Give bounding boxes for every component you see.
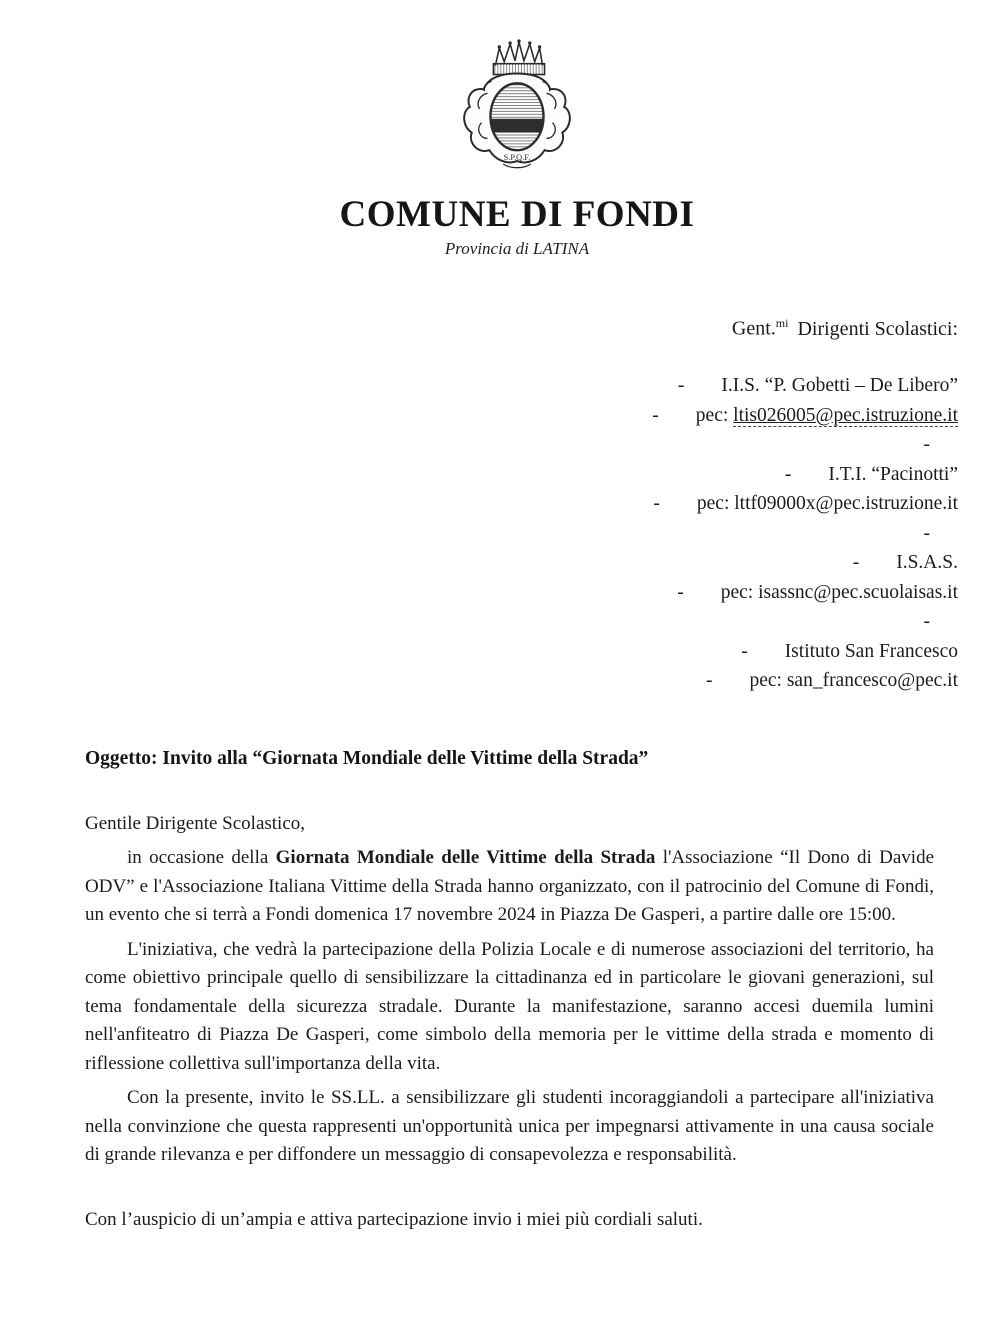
separator-dash-line xyxy=(0,430,958,460)
recipient-name xyxy=(0,548,958,578)
recipient-name-text: I.S.A.S. xyxy=(896,552,958,574)
separator-dash-line xyxy=(0,519,958,549)
pec-label: pec: xyxy=(695,404,729,426)
pec-label: pec: xyxy=(749,670,782,692)
recipient-name xyxy=(0,460,958,490)
bullet-dash: - xyxy=(741,640,748,662)
letter-body xyxy=(0,810,1000,1235)
separator-dash-line xyxy=(0,607,958,637)
recipient-pec xyxy=(0,489,958,519)
recipient-pec xyxy=(0,578,958,608)
bullet-dash: - xyxy=(677,581,684,603)
separator-dash: - xyxy=(923,611,930,633)
bullet-dash: - xyxy=(852,552,860,574)
separator-dash: - xyxy=(923,434,930,456)
greeting-line: Gentile Dirigente Scolastico, xyxy=(85,812,306,834)
paragraph-2: L'iniziativa, che vedrà la partecipazione della Polizia Locale e di numerose associazioni del territorio, ha come obiettivo principale quello di sensibilizzare la cittadinanza ed in particolare le giovani generazioni, sul tema fondamentale della sicurezza stradale. Durante la manifestazione, saranno accesi duemila lumini nell'anfiteatro di Piazza De Gasperi, come simbolo della memoria per le vittime della strada e momento di riflessione collettiva sull'importanza della vita. xyxy=(85,938,934,1074)
pec-label: pec: xyxy=(720,581,754,603)
pec-email-text: lttf09000x@pec.istruzione.it xyxy=(734,493,958,515)
page-title: COMUNE DI FONDI xyxy=(339,194,695,235)
recipient-name-text: I.I.S. “P. Gobetti – De Libero” xyxy=(721,375,958,397)
letterhead xyxy=(17,0,1000,259)
salutation-rest: Dirigenti Scolastici: xyxy=(797,317,958,340)
recipient-name-text: I.T.I. “Pacinotti” xyxy=(828,463,958,485)
paragraph-1-bold: Giornata Mondiale delle Vittime della Strada xyxy=(275,847,656,869)
recipient-name-text: Istituto San Francesco xyxy=(784,640,958,662)
pec-email-text: san_francesco@pec.it xyxy=(786,670,958,692)
bullet-dash: - xyxy=(677,375,685,397)
recipient-pec xyxy=(0,401,958,431)
paragraph-1 xyxy=(85,844,934,930)
bullet-dash: - xyxy=(705,670,713,692)
bullet-dash: - xyxy=(652,404,659,426)
salutation-superscript: mi xyxy=(775,316,789,330)
pec-email-text: isassnc@pec.scuolaisas.it xyxy=(758,581,958,603)
paragraph-1-post: l'Associazione “Il Dono di Davide ODV” e l'Associazione Italiana Vittime della Strada hanno organizzato, con il patrocinio del Comune di Fondi, un evento che si terrà a Fondi domenica 17 novembre 2024 in Piazza De Gasperi, a partire dalle ore 15:00. xyxy=(85,847,935,926)
subject-line: Oggetto: Invito alla “Giornata Mondiale delle Vittime della Strada” xyxy=(85,747,649,769)
crest-motto: S.P.Q.F. xyxy=(503,153,531,163)
recipient-name xyxy=(0,637,958,667)
paragraph-1-pre: in occasione della xyxy=(127,847,276,869)
closing-line: Con l’auspicio di un’ampia e attiva partecipazione invio i miei più cordiali saluti. xyxy=(85,1208,703,1230)
province-subtitle: Provincia di LATINA xyxy=(444,239,590,258)
recipient-pec xyxy=(0,666,958,696)
pec-email-link[interactable]: ltis026005@pec.istruzione.it xyxy=(733,404,958,426)
pec-label: pec: xyxy=(696,493,730,515)
bullet-dash: - xyxy=(784,463,792,485)
salutation-prefix: Gent. xyxy=(731,317,776,340)
comune-di-fondi-crest-icon xyxy=(458,36,576,179)
salutation-line xyxy=(0,309,958,344)
paragraph-3: Con la presente, invito le SS.LL. a sensibilizzare gli studenti incoraggiandoli a partecipare all'iniziativa nella convinzione che questa rappresenti un'opportunità unica per impegnarsi attivamente in una causa sociale di grande rilevanza e per diffondere un messaggio di consapevolezza e responsabilità. xyxy=(85,1087,934,1166)
bullet-dash: - xyxy=(653,493,660,515)
separator-dash: - xyxy=(923,522,930,544)
recipients-block xyxy=(0,309,1000,696)
recipient-name xyxy=(0,371,958,401)
